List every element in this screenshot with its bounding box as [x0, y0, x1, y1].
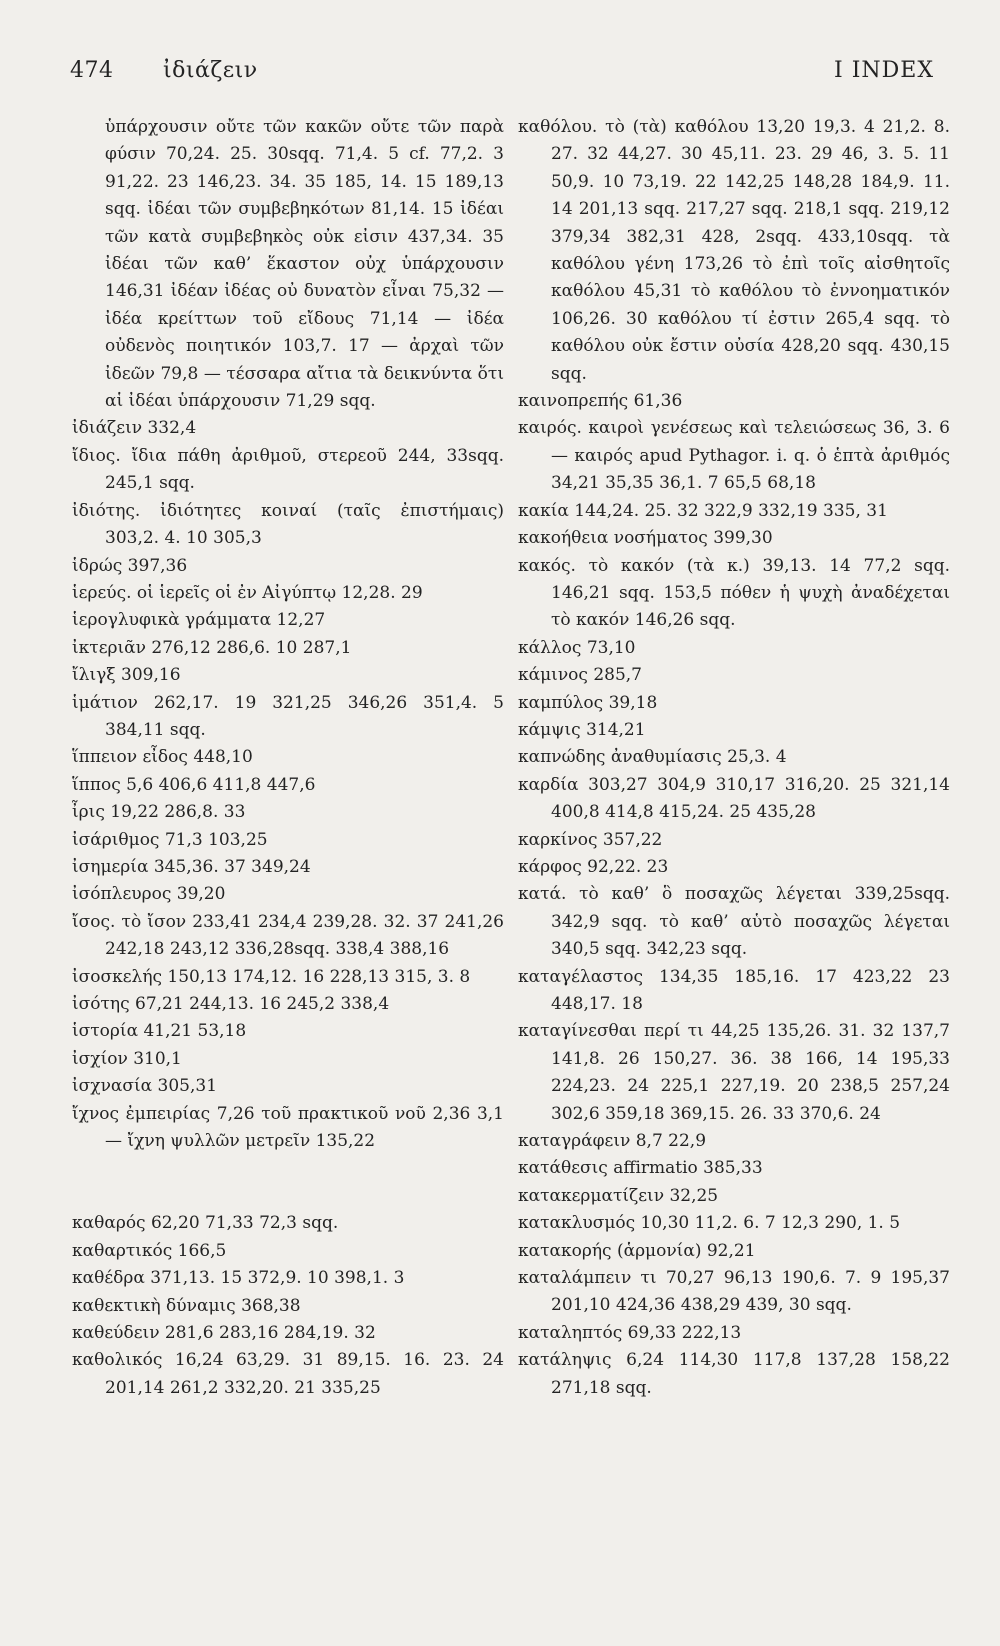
index-entry: ἰσάριθμος 71,3 103,25	[72, 829, 268, 850]
index-entry: ἰδιάζειν 332,4	[72, 418, 197, 439]
running-header-left	[70, 58, 258, 83]
running-word: ἰδιάζειν	[163, 58, 258, 83]
index-entry: κατάληψις 6,24 114,30 117,8 137,28 158,22 271,18 sqq.	[518, 1350, 950, 1398]
index-entry: ἱδρώς 397,36	[72, 555, 188, 576]
index-entry: καθαρτικός 166,5	[72, 1240, 227, 1261]
index-entry: καταγίνεσθαι περί τι 44,25 135,26. 31. 32 137,7 141,8. 26 150,27. 36. 38 166, 14 195,33 224,23. 24 225,1 227,19. 20 238,5 257,24 302,6 359,18 369,15. 26. 33 370,6. 24	[518, 1021, 950, 1124]
page-number: 474	[70, 58, 114, 83]
index-entry: κάμινος 285,7	[518, 665, 642, 686]
index-entry: κατά. τὸ καθ’ ὃ ποσαχῶς λέγεται 339,25sqq. 342,9 sqq. τὸ καθ’ αὑτὸ ποσαχῶς λέγεται 340,5 sqq. 342,23 sqq.	[518, 884, 950, 960]
index-entry: καθαρός 62,20 71,33 72,3 sqq.	[72, 1213, 339, 1234]
index-entry: ἵππειον εἶδος 448,10	[72, 747, 253, 768]
index-entry: ἰσόπλευρος 39,20	[72, 884, 226, 905]
left-column	[72, 114, 504, 1402]
index-entry: καπνώδης ἀναθυμίασις 25,3. 4	[518, 747, 787, 768]
index-entry: καταληπτός 69,33 222,13	[518, 1322, 742, 1343]
index-entry: καθολικός 16,24 63,29. 31 89,15. 16. 23. 24 201,14 261,2 332,20. 21 335,25	[72, 1350, 504, 1398]
index-entry: κάλλος 73,10	[518, 637, 636, 658]
index-entry: καθόλου. τὸ (τὰ) καθόλου 13,20 19,3. 4 21,2. 8. 27. 32 44,27. 30 45,11. 23. 29 46, 3. 5. 11 50,9. 10 73,19. 22 142,25 148,28 184,9. 11. 14 201,13 sqq. 217,27 sqq. 218,1 sqq. 219,12 379,34 382,31 428, 2sqq. 433,10sqq. τὰ καθόλου γένη 173,26 τὸ ἐπὶ τοῖς αἰσθητοῖς καθόλου 45,31 τὸ καθόλου τὸ ἐννοηματικόν 106,26. 30 καθόλου τί ἐστιν 265,4 sqq. τὸ καθόλου οὐκ ἔστιν οὐσία 428,20 sqq. 430,15 sqq.	[518, 117, 950, 384]
index-title: I INDEX	[834, 58, 934, 83]
index-entry: καταγράφειν 8,7 22,9	[518, 1131, 707, 1152]
index-entry: κατακερματίζειν 32,25	[518, 1185, 719, 1206]
index-entry: ἰσχνασία 305,31	[72, 1076, 218, 1097]
index-entry: καθεκτικὴ δύναμις 368,38	[72, 1295, 301, 1316]
index-entry: ἴδιος. ἴδια πάθη ἀριθμοῦ, στερεοῦ 244, 33sqq. 245,1 sqq.	[72, 445, 504, 494]
index-entry: ἰδιότης. ἰδιότητες κοιναί (ταῖς ἐπιστήμαις) 303,2. 4. 10 305,3	[72, 500, 504, 549]
index-entry: ἱστορία 41,21 53,18	[72, 1021, 247, 1042]
index-entry: ἶρις 19,22 286,8. 33	[72, 802, 246, 823]
index-entry: καθεύδειν 281,6 283,16 284,19. 32	[72, 1323, 376, 1344]
index-entry: ἱερεύς. οἱ ἱερεῖς οἱ ἐν Αἰγύπτῳ 12,28. 29	[72, 582, 423, 603]
index-entry: ἱερογλυφικὰ γράμματα 12,27	[72, 610, 326, 631]
index-entry: καρδία 303,27 304,9 310,17 316,20. 25 321,14 400,8 414,8 415,24. 25 435,28	[518, 774, 950, 823]
index-entry: ὑπάρχουσιν οὔτε τῶν κακῶν οὔτε τῶν παρὰ φύσιν 70,24. 25. 30sqq. 71,4. 5 cf. 77,2. 3 91,22. 23 146,23. 34. 35 185, 14. 15 189,13 sqq. ἰδέαι τῶν συμβεβηκότων 81,14. 15 ἰδέαι τῶν κατὰ συμβεβηκὸς οὐκ εἰσιν 437,34. 35 ἰδέαι τῶν καθ’ ἕκαστον οὐχ ὑπάρχουσιν 146,31 ἰδέαν ἰδέας οὐ δυνατὸν εἶναι 75,32 — ἰδέα κρείττων τοῦ εἴδους 71,14 — ἰδέα οὐδενὸς ποιητικόν 103,7. 17 — ἀρχαὶ τῶν ἰδεῶν 79,8 — τέσσαρα αἴτια τὰ δεικνύντα ὅτι αἱ ἰδέαι ὑπάρχουσιν 71,29 sqq.	[105, 117, 504, 412]
index-entry: ἴσος. τὸ ἴσον 233,41 234,4 239,28. 32. 37 241,26 242,18 243,12 336,28sqq. 338,4 388,16	[72, 911, 504, 960]
index-entry: καταγέλαστος 134,35 185,16. 17 423,22 23 448,17. 18	[518, 966, 950, 1014]
index-entry: ἴχνος ἐμπειρίας 7,26 τοῦ πρακτικοῦ νοῦ 2,36 3,1 — ἴχνη ψυλλῶν μετρεῖν 135,22	[72, 1103, 504, 1152]
index-entry: ἰσοσκελής 150,13 174,12. 16 228,13 315, 3. 8	[72, 966, 471, 987]
index-entry: ἴλιγξ 309,16	[72, 665, 181, 686]
index-entry: καμπύλος 39,18	[518, 692, 658, 713]
index-entry: κάμψις 314,21	[518, 719, 646, 740]
index-entry: ἰκτεριᾶν 276,12 286,6. 10 287,1	[72, 637, 352, 658]
index-entry: καρκίνος 357,22	[518, 829, 663, 850]
index-entry: κατακλυσμός 10,30 11,2. 6. 7 12,3 290, 1. 5	[518, 1213, 901, 1234]
index-entry: κάρφος 92,22. 23	[518, 856, 669, 877]
index-entry: καινοπρεπής 61,36	[518, 391, 683, 412]
index-entry: καιρός. καιροὶ γενέσεως καὶ τελειώσεως 36, 3. 6 — καιρός apud Pythagor. i. q. ὁ ἑπτὰ ἀριθμός 34,21 35,35 36,1. 7 65,5 68,18	[518, 418, 950, 494]
index-entry: καταλάμπειν τι 70,27 96,13 190,6. 7. 9 195,37 201,10 424,36 438,29 439, 30 sqq.	[518, 1268, 950, 1316]
index-entry: κακοήθεια νοσήματος 399,30	[518, 528, 773, 549]
index-entry: κατάθεσις affirmatio 385,33	[518, 1158, 763, 1179]
index-entry: κατακορής (ἁρμονία) 92,21	[518, 1240, 756, 1261]
right-column	[518, 114, 950, 1402]
index-entry: κακία 144,24. 25. 32 322,9 332,19 335, 31	[518, 500, 888, 521]
index-entry: ἵππος 5,6 406,6 411,8 447,6	[72, 774, 316, 795]
index-entry: ἱμάτιον 262,17. 19 321,25 346,26 351,4. 5 384,11 sqq.	[72, 692, 504, 740]
index-entry: καθέδρα 371,13. 15 372,9. 10 398,1. 3	[72, 1268, 405, 1289]
index-entry: ἰσημερία 345,36. 37 349,24	[72, 856, 311, 877]
index-entry: ἰσότης 67,21 244,13. 16 245,2 338,4	[72, 994, 390, 1014]
section-gap	[72, 1155, 504, 1210]
index-entry: κακός. τὸ κακόν (τὰ κ.) 39,13. 14 77,2 sqq. 146,21 sqq. 153,5 πόθεν ἡ ψυχὴ ἀναδέχεται τὸ κακόν 146,26 sqq.	[518, 555, 950, 631]
index-entry: ἰσχίον 310,1	[72, 1048, 182, 1069]
